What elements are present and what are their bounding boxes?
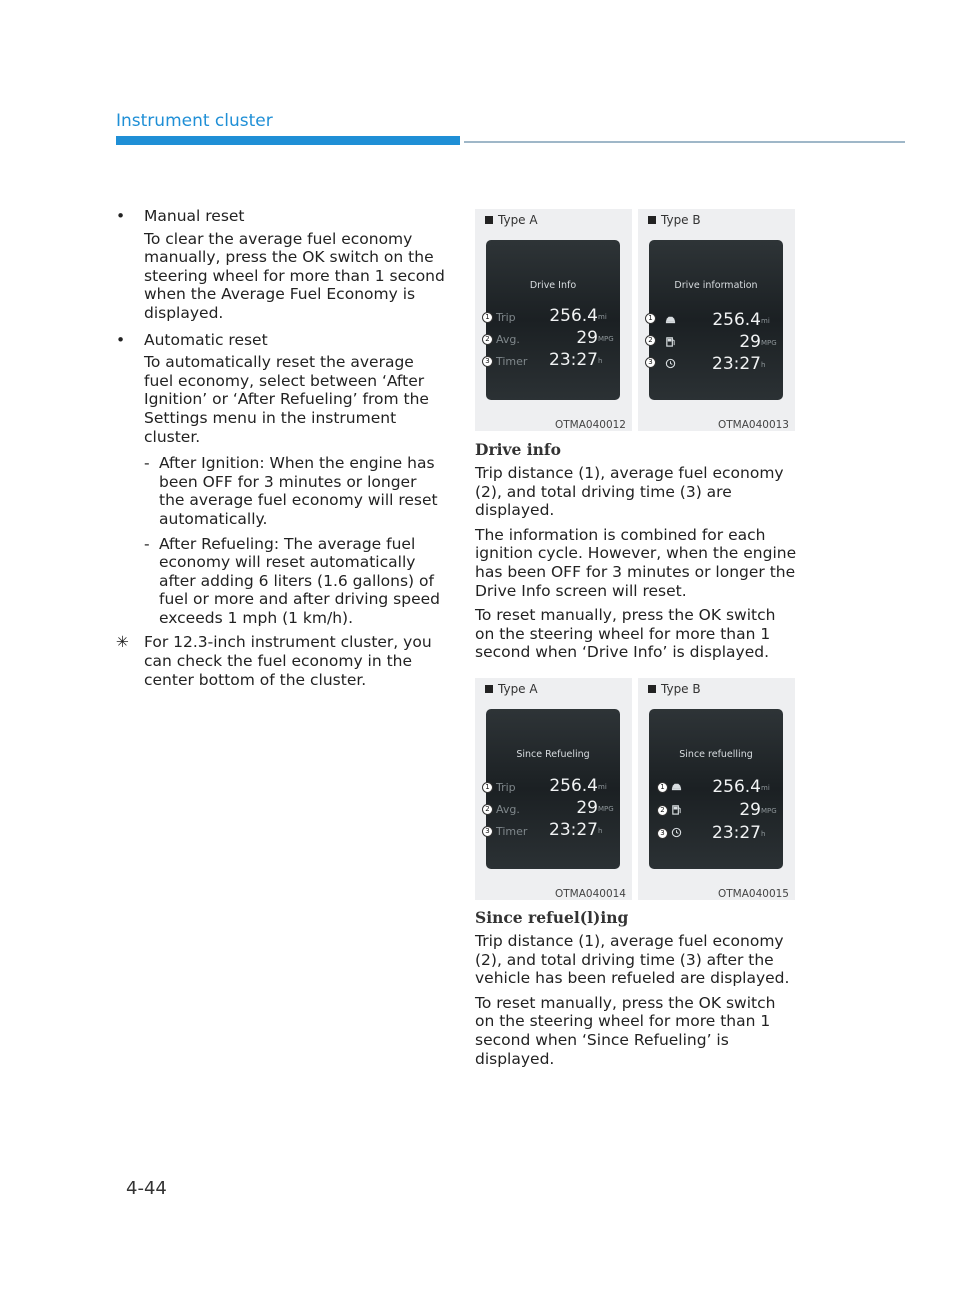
callout-badge: 2	[482, 334, 493, 345]
drive-info-paragraph: Trip distance (1), average fuel economy (2), and total driving time (3) are displayed.	[475, 464, 784, 520]
row-value: 23:27	[712, 354, 761, 374]
figure-tag: Type B	[648, 213, 701, 227]
after-ignition-text: After Ignition: When the engine has been OFF for 3 minutes or longer the average fuel economy will reset automatically.	[159, 454, 438, 528]
timer-row	[486, 350, 620, 372]
header-divider	[464, 141, 905, 143]
figure-code: OTMA040013	[717, 419, 789, 431]
drive-info-body	[475, 464, 797, 668]
callout-badge: 1	[657, 782, 668, 793]
row-value: 256.4	[712, 777, 761, 797]
callout-badge: 1	[482, 312, 493, 323]
automatic-reset-label: Automatic reset	[144, 330, 268, 349]
row-value: 23:27	[549, 350, 598, 370]
manual-reset-text: To clear the average fuel economy manually, press the OK switch on the steering wheel for more than 1 second when the Average Fuel Economy is displayed.	[144, 229, 445, 322]
screen-title: Drive Info	[529, 280, 577, 291]
row-value: 256.4	[549, 306, 598, 326]
since-refueling-paragraph: Trip distance (1), average fuel economy (2), and total driving time (3) after the vehicle has been refueled are displayed.	[475, 932, 790, 988]
since-refueling-paragraph: To reset manually, press the OK switch on the steering wheel for more than 1 second when ‘Since Refueling’ is displayed.	[475, 993, 776, 1068]
fuel-pump-icon	[671, 804, 682, 815]
row-label: Timer	[496, 825, 528, 838]
row-unit: mi	[761, 317, 770, 325]
row-value: 29	[739, 332, 761, 352]
row-unit: mi	[598, 783, 607, 791]
callout-badge: 3	[482, 356, 493, 367]
since-refueling-body	[475, 932, 797, 1074]
timer-row	[649, 823, 783, 845]
header-accent-bar	[116, 136, 460, 145]
avg-row	[649, 332, 783, 354]
row-unit: h	[598, 827, 603, 835]
manual-reset-item	[116, 207, 446, 323]
row-value: 29	[739, 800, 761, 820]
manual-reset-label: Manual reset	[144, 207, 245, 225]
figure-code: OTMA040012	[554, 419, 626, 431]
row-value: 23:27	[712, 823, 761, 843]
after-refueling-item	[116, 535, 446, 628]
row-label: Timer	[496, 355, 528, 368]
bullet: •	[116, 330, 126, 349]
row-label: Trip	[496, 781, 516, 794]
cluster-screen	[649, 240, 783, 400]
since-refueling-type-b-figure	[638, 678, 795, 900]
figure-code: OTMA040014	[554, 888, 626, 900]
after-refueling-text: After Refueling: The average fuel economy will reset automatically after adding 6 liters (1.6 gallons) of fuel or more and after driving speed exceeds 1 mph (1 km/h).	[159, 534, 441, 627]
figure-tag: Type A	[485, 213, 538, 227]
clock-icon	[665, 358, 676, 369]
drive-info-paragraph: To reset manually, press the OK switch on the steering wheel for more than 1 second when ‘Drive Info’ is displayed.	[475, 606, 776, 662]
after-ignition-item	[116, 454, 446, 528]
since-refueling-type-a-figure	[475, 678, 632, 900]
callout-badge: 2	[482, 804, 493, 815]
timer-row	[649, 354, 783, 376]
row-value: 256.4	[712, 310, 761, 330]
bullet: •	[116, 207, 126, 225]
car-icon	[671, 781, 682, 792]
screen-title: Drive information	[674, 280, 758, 291]
drive-info-heading: Drive info	[475, 440, 561, 459]
drive-info-paragraph: The information is combined for each ignition cycle. However, when the engine has been OFF for 3 minutes or longer the Drive Info screen will reset.	[475, 525, 797, 600]
row-value: 29	[576, 328, 598, 348]
avg-row	[486, 798, 620, 820]
automatic-reset-item	[116, 331, 446, 447]
drive-info-type-a-figure	[475, 209, 632, 431]
clock-icon	[671, 827, 682, 838]
callout-badge: 3	[657, 828, 668, 839]
row-unit: MPG	[598, 335, 614, 343]
callout-badge: 1	[645, 313, 656, 324]
figure-code: OTMA040015	[717, 888, 789, 900]
callout-badge: 2	[645, 335, 656, 346]
section-title: Instrument cluster	[116, 111, 273, 131]
figure-tag: Type A	[485, 682, 538, 696]
row-unit: h	[598, 357, 603, 365]
since-refueling-heading: Since refuel(l)ing	[475, 908, 629, 927]
note	[116, 633, 446, 689]
callout-badge: 1	[482, 782, 493, 793]
callout-badge: 2	[657, 805, 668, 816]
drive-info-type-b-figure	[638, 209, 795, 431]
timer-row	[486, 820, 620, 842]
row-label: Trip	[496, 311, 516, 324]
row-unit: MPG	[761, 339, 777, 347]
callout-badge: 3	[482, 826, 493, 837]
figure-tag: Type B	[648, 682, 701, 696]
dash: -	[144, 454, 150, 473]
row-value: 29	[576, 798, 598, 818]
note-text: For 12.3-inch instrument cluster, you can check the fuel economy in the center bottom of the cluster.	[144, 633, 432, 689]
cluster-screen	[486, 240, 620, 400]
cluster-screen	[649, 709, 783, 869]
row-value: 23:27	[549, 820, 598, 840]
screen-title: Since Refueling	[516, 749, 590, 760]
row-unit: mi	[761, 784, 770, 792]
fuel-pump-icon	[665, 336, 676, 347]
trip-row	[649, 777, 783, 799]
row-unit: h	[761, 361, 766, 369]
automatic-reset-text: To automatically reset the average fuel economy, select between ‘After Ignition’ or ‘After Refueling’ from the Settings menu in the instrument cluster.	[144, 353, 429, 446]
reset-instructions	[116, 207, 446, 689]
cluster-screen	[486, 709, 620, 869]
note-symbol: ✳	[116, 633, 129, 652]
row-label: Avg.	[496, 803, 520, 816]
row-unit: MPG	[761, 807, 777, 815]
avg-row	[486, 328, 620, 350]
page-number: 4-44	[126, 1178, 167, 1199]
trip-row	[649, 310, 783, 332]
dash: -	[144, 534, 150, 553]
row-unit: mi	[598, 313, 607, 321]
trip-row	[486, 776, 620, 798]
row-value: 256.4	[549, 776, 598, 796]
row-label: Avg.	[496, 333, 520, 346]
car-icon	[665, 314, 676, 325]
trip-row	[486, 306, 620, 328]
callout-badge: 3	[645, 357, 656, 368]
row-unit: h	[761, 830, 766, 838]
avg-row	[649, 800, 783, 822]
row-unit: MPG	[598, 805, 614, 813]
screen-title: Since refuelling	[679, 749, 753, 760]
